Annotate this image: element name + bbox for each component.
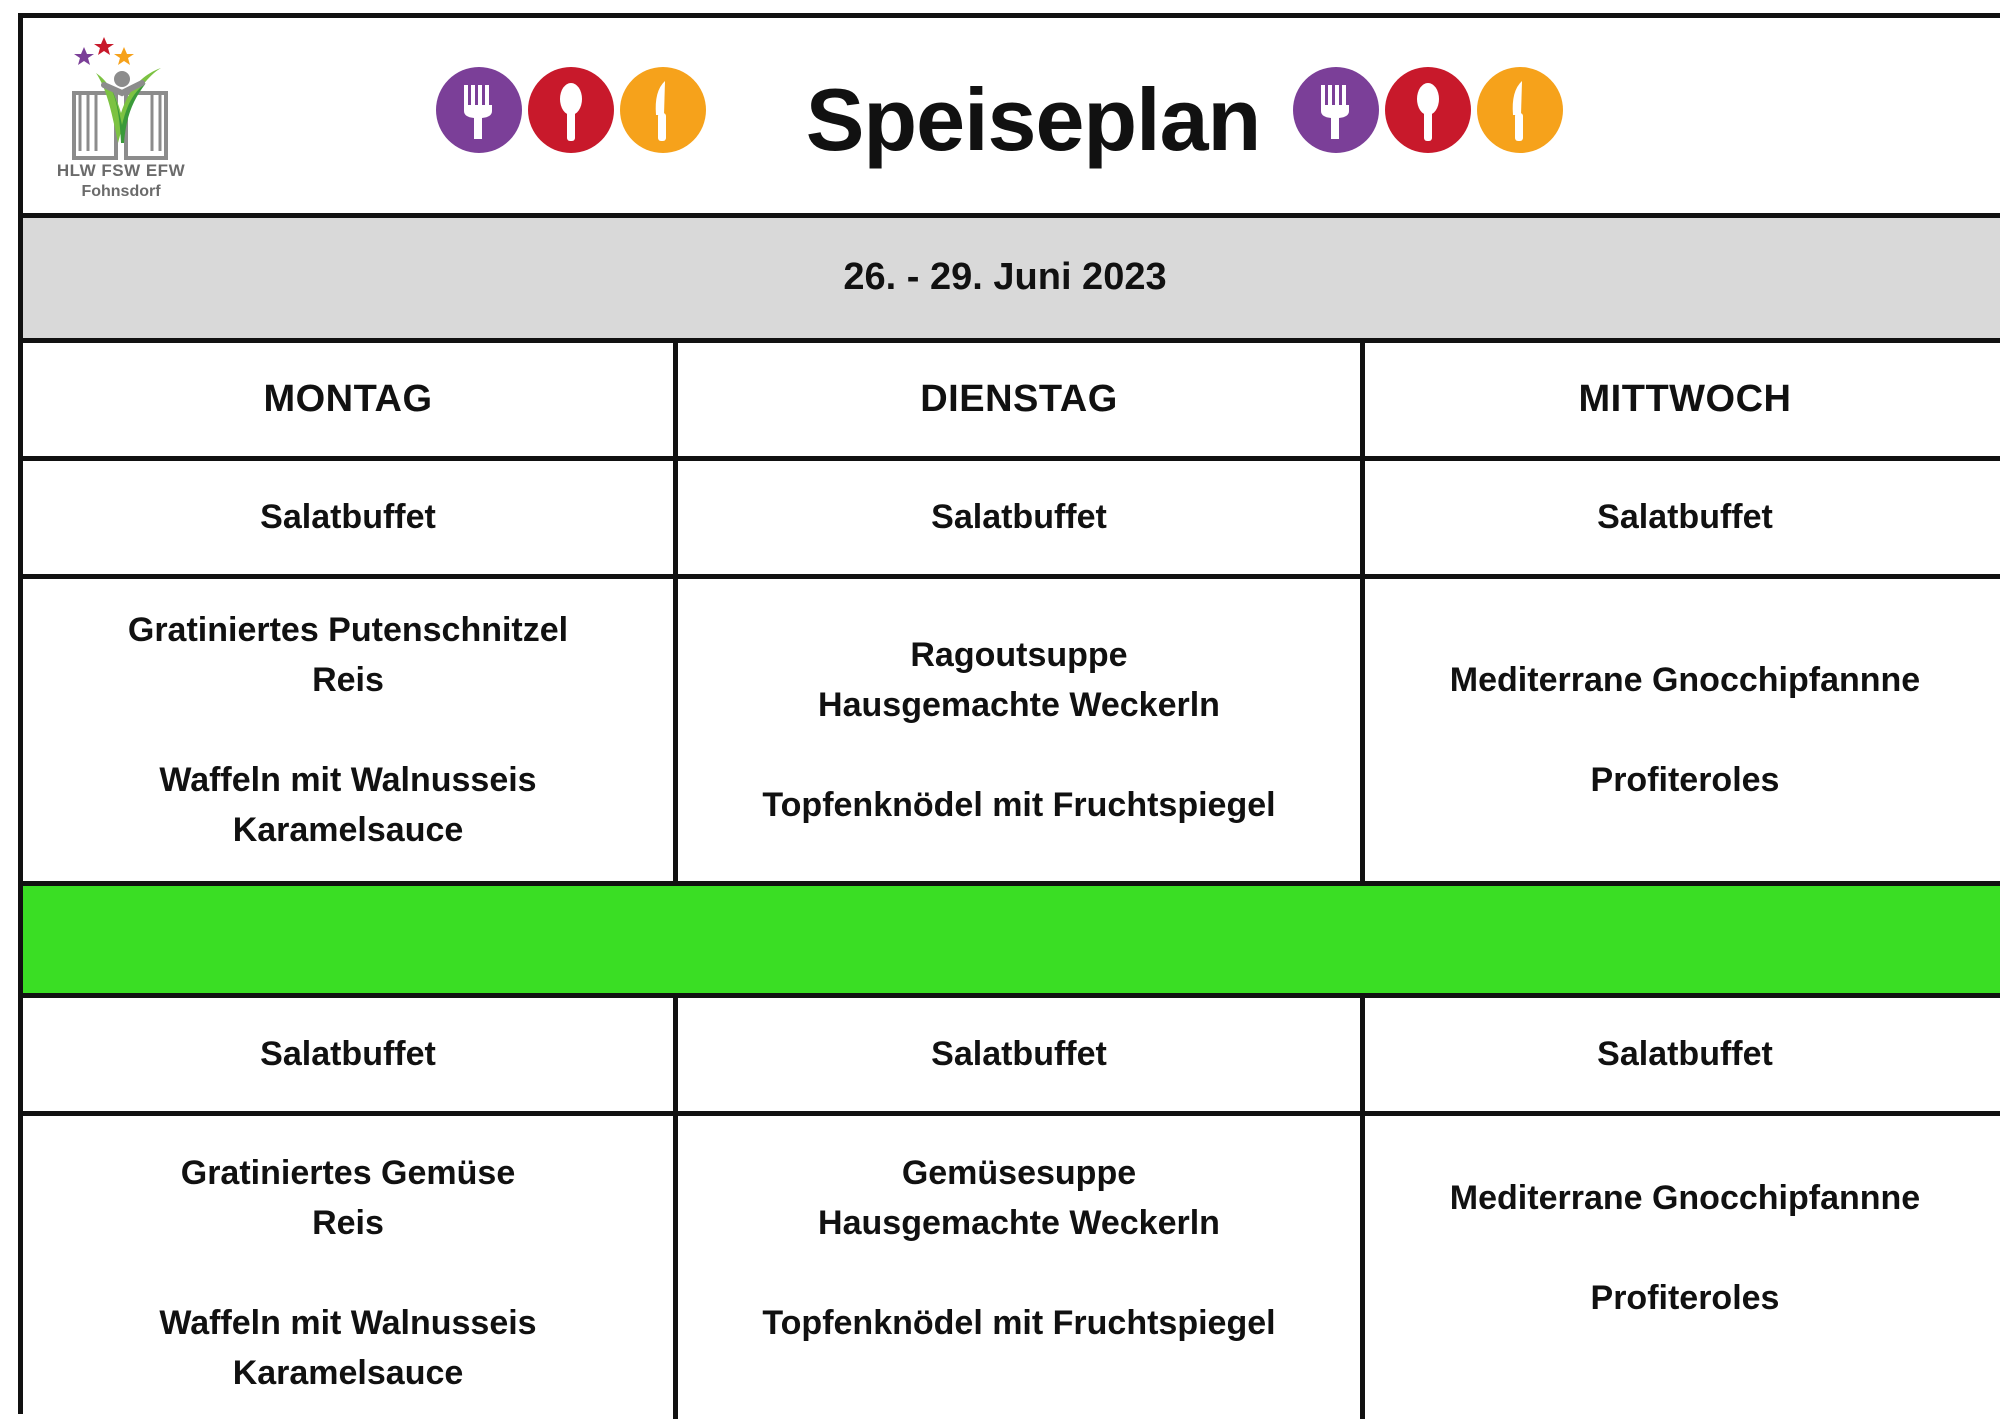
salad-monday: Salatbuffet — [23, 998, 678, 1111]
menu-tuesday — [678, 1116, 1365, 1419]
salad-tuesday: Salatbuffet — [678, 461, 1365, 574]
fork-icon — [436, 67, 522, 153]
salad-monday: Salatbuffet — [23, 461, 678, 574]
salad-row-2 — [23, 998, 2000, 1116]
cutlery-icons-left — [436, 67, 706, 153]
logo-text-line2: Fohnsdorf — [81, 183, 161, 200]
spoon-icon — [1385, 67, 1471, 153]
menu-row-1 — [23, 579, 2000, 886]
date-band — [23, 218, 2000, 343]
menu-sheet — [18, 13, 2000, 1414]
logo-book-icon — [66, 33, 176, 163]
menu-row-2 — [23, 1116, 2000, 1419]
cutlery-icons-right — [1293, 67, 1563, 153]
menu-monday — [23, 1116, 678, 1419]
menu-line: Reis — [312, 661, 384, 699]
school-logo — [51, 23, 191, 203]
menu-line: Hausgemachte Weckerln — [818, 686, 1220, 724]
menu-line: Topfenknödel mit Fruchtspiegel — [762, 786, 1276, 824]
menu-wednesday — [1365, 1116, 2000, 1419]
menu-line: Gratiniertes Gemüse — [180, 1154, 516, 1192]
vegetarian-separator-band — [23, 886, 2000, 998]
header — [23, 18, 2000, 218]
menu-wednesday — [1365, 579, 2000, 881]
menu-line: Reis — [312, 1204, 384, 1242]
menu-line: Gratiniertes Putenschnitzel — [127, 611, 569, 649]
menu-line: Profiteroles — [1590, 1279, 1780, 1317]
menu-line: Waffeln mit Walnusseis — [159, 761, 537, 799]
salad-tuesday: Salatbuffet — [678, 998, 1365, 1111]
salad-wednesday: Salatbuffet — [1597, 498, 1773, 536]
menu-tuesday — [678, 579, 1365, 881]
menu-line: Topfenknödel mit Fruchtspiegel — [762, 1304, 1276, 1342]
menu-monday — [23, 579, 678, 881]
spoon-icon — [528, 67, 614, 153]
day-monday: MONTAG — [23, 343, 678, 456]
logo-text-line1: HLW FSW EFW — [56, 161, 186, 180]
menu-line: Ragoutsuppe — [910, 636, 1128, 674]
menu-line: Hausgemachte Weckerln — [818, 1204, 1220, 1242]
page-title: Speiseplan — [805, 70, 1261, 169]
menu-line: Profiteroles — [1590, 761, 1780, 799]
menu-line: Mediterrane Gnocchipfannne — [1449, 661, 1921, 699]
day-wednesday: MITTWOCH — [1578, 378, 1792, 420]
day-header-row — [23, 343, 2000, 461]
day-tuesday: DIENSTAG — [678, 343, 1365, 456]
knife-icon — [620, 67, 706, 153]
menu-line: Gemüsesuppe — [901, 1154, 1137, 1192]
salad-wednesday: Salatbuffet — [1597, 1035, 1773, 1073]
menu-line: Waffeln mit Walnusseis — [159, 1304, 537, 1342]
fork-icon — [1293, 67, 1379, 153]
salad-row-1 — [23, 461, 2000, 579]
menu-line: Karamelsauce — [232, 1354, 464, 1392]
knife-icon — [1477, 67, 1563, 153]
menu-line: Mediterrane Gnocchipfannne — [1449, 1179, 1921, 1217]
date-range: 26. - 29. Juni 2023 — [843, 256, 1167, 298]
menu-line: Karamelsauce — [232, 811, 464, 849]
